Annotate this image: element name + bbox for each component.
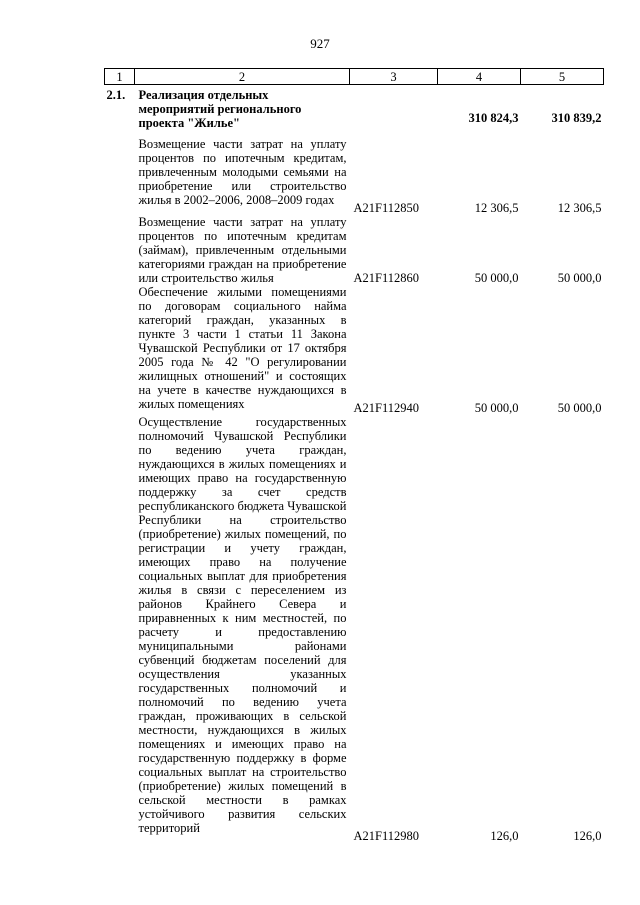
header-col-1: 1	[105, 69, 135, 85]
row-description: Возмещение части затрат на уплату процентов по ипотечным кредитам, привлеченным молодыми семьями на приобретение или строительство жилья в 2002–2006, 2008–2009 годах	[138, 136, 347, 207]
table-row	[105, 131, 604, 215]
row-description: Возмещение части затрат на уплату процентов по ипотечным кредитам (займам), привлеченным отдельными категориями граждан на приобретение или строительство жилья	[138, 214, 347, 285]
budget-table	[104, 68, 604, 843]
row-code: A21F112860	[353, 270, 420, 285]
row-col4: 50 000,0	[474, 400, 519, 415]
table-row	[105, 215, 604, 285]
header-col-2: 2	[135, 69, 350, 85]
header-col-5: 5	[521, 69, 604, 85]
row-col4: 50 000,0	[474, 270, 519, 285]
header-col-3: 3	[350, 69, 438, 85]
section-total-col4: 310 824,3	[468, 110, 519, 125]
row-code: A21F112850	[353, 200, 420, 215]
row-code: A21F112940	[353, 400, 420, 415]
row-col5: 50 000,0	[557, 270, 602, 285]
section-total-col5: 310 839,2	[551, 110, 602, 125]
row-description: Осуществление государственных полномочий Чувашской Республики по ведению учета граждан, нуждающихся в жилых помещениях и имеющих право на государственную поддержку за счет средств республиканского бюджета Чувашской Республики на строительство (приобретение) жилых помещений, по регистрации и учету граждан, имеющих право на получение социальных выплат для приобретения жилья в связи с переселением из районов Крайнего Севера и приравненных к ним местностей, по расчету и предоставлению муниципальными районами субвенций бюджетам поселений для осуществления указанных государственных полномочий и полномочий по ведению учета граждан, проживающих в сельской местности, нуждающихся в жилых помещениях и имеющих право на государственную поддержку в форме социальных выплат на строительство (приобретение) жилых помещений в сельской местности в рамках устойчивого развития сельских территорий	[138, 414, 347, 835]
section-number: 2.1.	[106, 88, 126, 102]
section-row	[105, 85, 604, 131]
section-title: Реализация отдельных мероприятий регионального проекта "Жилье"	[138, 88, 302, 130]
row-col4: 126,0	[490, 828, 519, 843]
row-col5: 50 000,0	[557, 400, 602, 415]
row-col5: 12 306,5	[557, 200, 602, 215]
table-row	[105, 415, 604, 843]
row-code: A21F112980	[353, 828, 420, 843]
page-number: 927	[310, 36, 330, 51]
row-col4: 12 306,5	[474, 200, 519, 215]
table-row	[105, 285, 604, 415]
row-col5: 126,0	[573, 828, 602, 843]
table-header-row	[105, 69, 604, 85]
row-description: Обеспечение жилыми помещениями по договорам социального найма категорий граждан, указанных в пункте 3 части 1 статьи 11 Закона Чувашской Республики от 17 октября 2005 года № 42 "О регулировании жилищных отношений" и состоящих на учете в качестве нуждающихся в жилых помещениях	[138, 284, 347, 411]
header-col-4: 4	[438, 69, 521, 85]
